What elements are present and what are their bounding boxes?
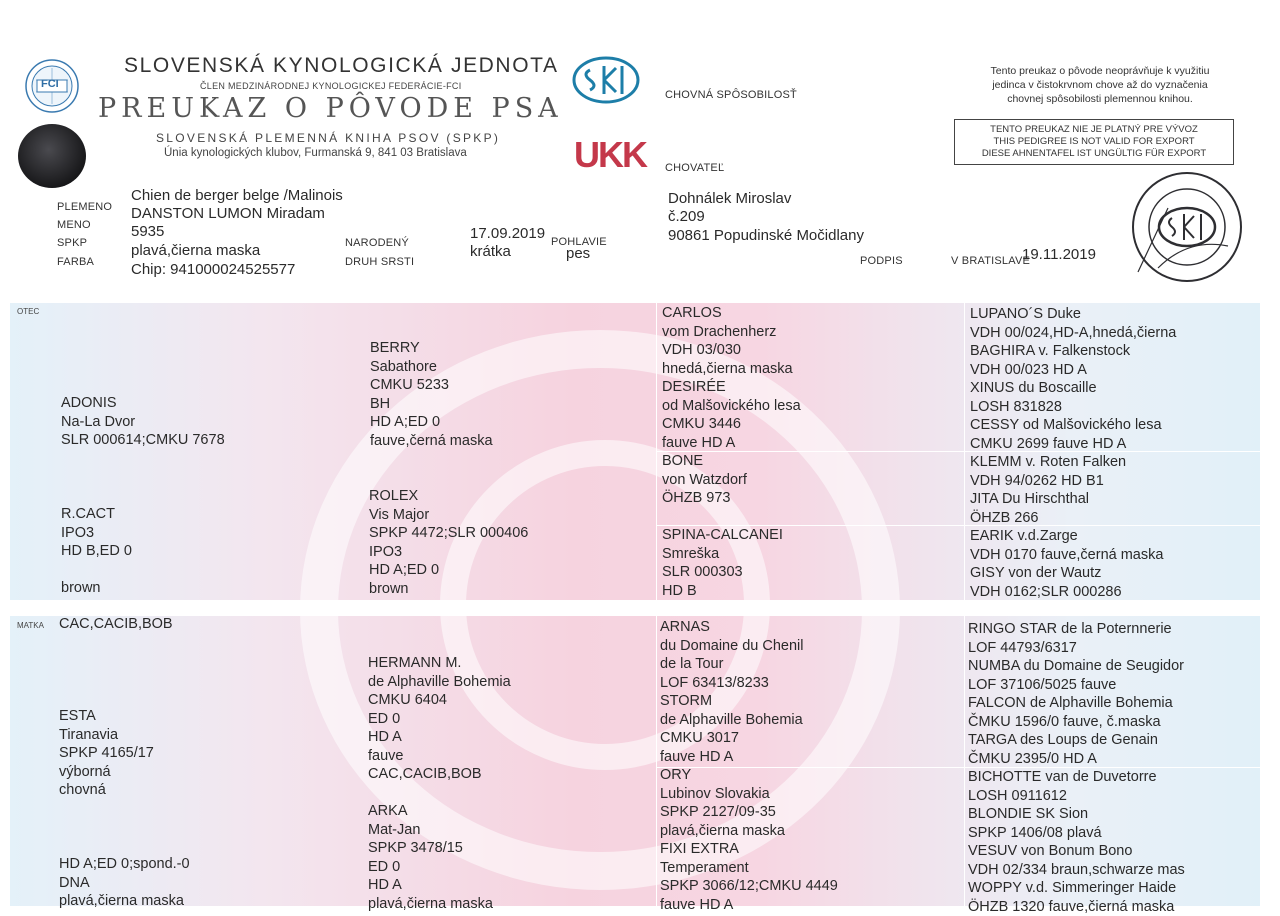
dark-seal: [18, 124, 86, 188]
doc-title: PREUKAZ O PÔVODE PSA: [98, 93, 563, 124]
chovatel-label: CHOVATEĽ: [665, 162, 725, 174]
dam-titles: CAC,CACIB,BOB: [59, 616, 173, 632]
label-druh-srsti: DRUH SRSTI: [345, 256, 415, 268]
dog-chip: Chip: 941000024525577: [131, 261, 296, 278]
issue-date: 19.11.2019: [1022, 246, 1096, 263]
fci-logo: [24, 58, 80, 114]
breeder-city: 90861 Popudinské Močidlany: [668, 227, 864, 244]
dog-breed: Chien de berger belge /Malinois: [131, 187, 343, 204]
dog-spkp: 5935: [131, 223, 165, 240]
sire-dam-details: ROLEX Vis Major SPKP 4472;SLR 000406 IPO3 HD A;ED 0 brown: [369, 488, 529, 597]
dog-coat: krátka: [470, 243, 511, 260]
label-meno: MENO: [57, 219, 91, 231]
dam-parents-details: HERMANN M. de Alphaville Bohemia CMKU 6404 ED 0 HD A fauve CAC,CACIB,BOB ARKA Mat-Jan SPKP 3478/15 ED 0 HD A plavá,čierna maska: [368, 655, 511, 912]
ukk-logo: UKK: [574, 134, 646, 175]
label-narodeny: NARODENÝ: [345, 237, 409, 249]
studbook: SLOVENSKÁ PLEMENNÁ KNIHA PSOV (SPKP): [156, 131, 501, 145]
label-pohlavie: POHLAVIE: [551, 236, 607, 248]
label-farba: FARBA: [57, 256, 95, 268]
dog-born: 17.09.2019: [470, 225, 546, 242]
fci-logo-text: FCI: [41, 78, 59, 90]
chovna-label: CHOVNÁ SPÔSOBILOSŤ: [665, 89, 797, 101]
gen4-dam-side: RINGO STAR de la Poternnerie LOF 44793/6317 NUMBA du Domaine de Seugidor LOF 37106/5025 fauve FALCON de Alphaville Bohemia ČMKU 1596/0 fauve, č.maska TARGA des Loups de Genain ČMKU 2395/0 HD A BICHOTTE van de Duvetorre LOSH 0911612 BLONDIE SK Sion SPKP 1406/08 plavá VESUV von Bonum Bono VDH 02/334 braun,schwarze mas WOPPY v.d. Simmeringer Haide ÖHZB 1320 fauve,čierná maska: [968, 621, 1185, 915]
org-name: SLOVENSKÁ KYNOLOGICKÁ JEDNOTA: [124, 54, 559, 77]
gen3-divider: [656, 303, 657, 906]
breeder-name: Dohnálek Miroslav: [668, 190, 792, 207]
sire-label: OTEC: [17, 307, 40, 316]
dog-name: DANSTON LUMON Miradam: [131, 205, 325, 222]
label-podpis: PODPIS: [860, 255, 903, 267]
dam-details: ESTA Tiranavia SPKP 4165/17 výborná chovná HD A;ED 0;spond.-0 DNA plavá,čierna maska: [59, 708, 190, 909]
gen3-sire-side: CARLOS vom Drachenherz VDH 03/030 hnedá,čierna maska DESIRÉE od Malšovického lesa CMKU 3446 fauve HD A BONE von Watzdorf ÖHZB 973 SPINA-CALCANEI Smreška SLR 000303 HD B: [662, 305, 801, 599]
sire-details: ADONIS Na-La Dvor SLR 000614;CMKU 7678 R.CACT IPO3 HD B,ED 0 brown: [61, 395, 225, 596]
notice: Tento preukaz o pôvode neoprávňuje k využitiu jedinca v čistokrvnom chove až do vyznačenia chovnej spôsobilosti plemennou knihou.: [990, 65, 1210, 105]
dog-sex: pes: [566, 245, 591, 262]
dog-color: plavá,čierna maska: [131, 242, 261, 259]
org-member: ČLEN MEDZINÁRODNEJ KYNOLOGICKEJ FEDERÁCIE-FCI: [200, 81, 462, 91]
export-notice: TENTO PREUKAZ NIE JE PLATNÝ PRE VÝVOZ THIS PEDIGREE IS NOT VALID FOR EXPORT DIESE AHNENTAFEL IST UNGÜLTIG FÜR EXPORT: [954, 119, 1234, 165]
gen3-dam-side: ARNAS du Domaine du Chenil de la Tour LOF 63413/8233 STORM de Alphaville Bohemia CMKU 3017 fauve HD A ORY Lubinov Slovakia SPKP 2127/09-35 plavá,čierna maska FIXI EXTRA Temperament SPKP 3066/12;CMKU 4449 fauve HD A: [660, 619, 838, 913]
label-v-bratislave: V BRATISLAVE: [951, 255, 1031, 267]
dam-label: MATKA: [17, 621, 44, 630]
official-stamp: [1128, 168, 1246, 286]
label-spkp: SPKP: [57, 237, 88, 249]
gen4-sire-side: LUPANO´S Duke VDH 00/024,HD-A,hnedá,čierna BAGHIRA v. Falkenstock VDH 00/023 HD A XINUS du Boscaille LOSH 831828 CESSY od Malšovického lesa CMKU 2699 fauve HD A KLEMM v. Roten Falken VDH 94/0262 HD B1 JITA Du Hirschthal ÖHZB 266 EARIK v.d.Zarge VDH 0170 fauve,černá maska GISY von der Wautz VDH 0162;SLR 000286: [970, 306, 1177, 600]
skj-logo: [572, 56, 640, 104]
label-plemeno: PLEMENO: [57, 201, 113, 213]
sire-sire-details: BERRY Sabathore CMKU 5233 BH HD A;ED 0 fauve,černá maska: [370, 340, 493, 449]
breeder-street: č.209: [668, 208, 705, 225]
gen4-divider: [964, 303, 965, 906]
address: Únia kynologických klubov, Furmanská 9, 841 03 Bratislava: [164, 147, 467, 159]
